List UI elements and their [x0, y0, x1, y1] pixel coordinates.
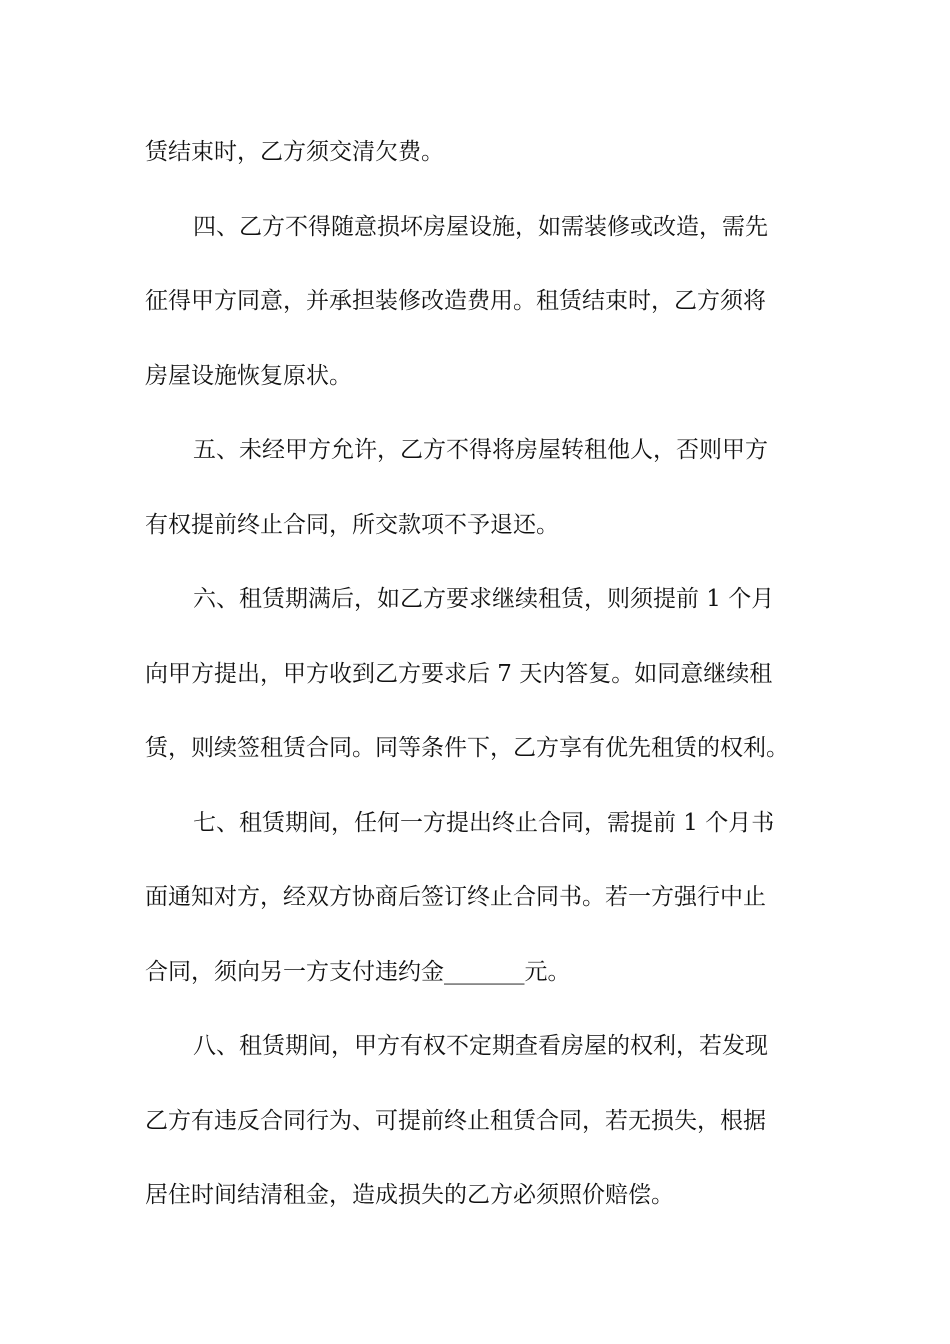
text-line: 赁，则续签租赁合同。同等条件下，乙方享有优先租赁的权利。	[145, 735, 789, 761]
text-line: 赁结束时，乙方须交清欠费。	[145, 139, 444, 165]
clause-8-line-1: 八、租赁期间，甲方有权不定期查看房屋的权利，若发现	[193, 1033, 768, 1059]
text-line: 有权提前终止合同，所交款项不予退还。	[145, 511, 559, 538]
text-line: 向甲方提出，甲方收到乙方要求后 7 天内答复。如同意继续租	[145, 660, 773, 687]
text-line: 乙方有违反合同行为、可提前终止租赁合同，若无损失，根据	[145, 1107, 766, 1134]
text-line: 居住时间结清租金，造成损失的乙方必须照价赔偿。	[145, 1182, 674, 1208]
clause-7-line-1: 七、租赁期间，任何一方提出终止合同，需提前 1 个月书	[193, 809, 775, 836]
clause-4-line-1: 四、乙方不得随意损坏房屋设施，如需装修或改造，需先	[193, 213, 768, 240]
text-line: 房屋设施恢复原状。	[145, 362, 352, 389]
text-line: 面通知对方，经双方协商后签订终止合同书。若一方强行中止	[145, 884, 766, 910]
text-line: 征得甲方同意，并承担装修改造费用。租赁结束时，乙方须将	[145, 288, 766, 314]
document-body	[145, 132, 815, 1250]
clause-5-line-1: 五、未经甲方允许，乙方不得将房屋转租他人，否则甲方	[193, 437, 768, 463]
text-line: 合同，须向另一方支付违约金_______元。	[145, 958, 571, 985]
clause-6-line-1: 六、租赁期满后，如乙方要求继续租赁，则须提前 1 个月	[193, 586, 775, 612]
